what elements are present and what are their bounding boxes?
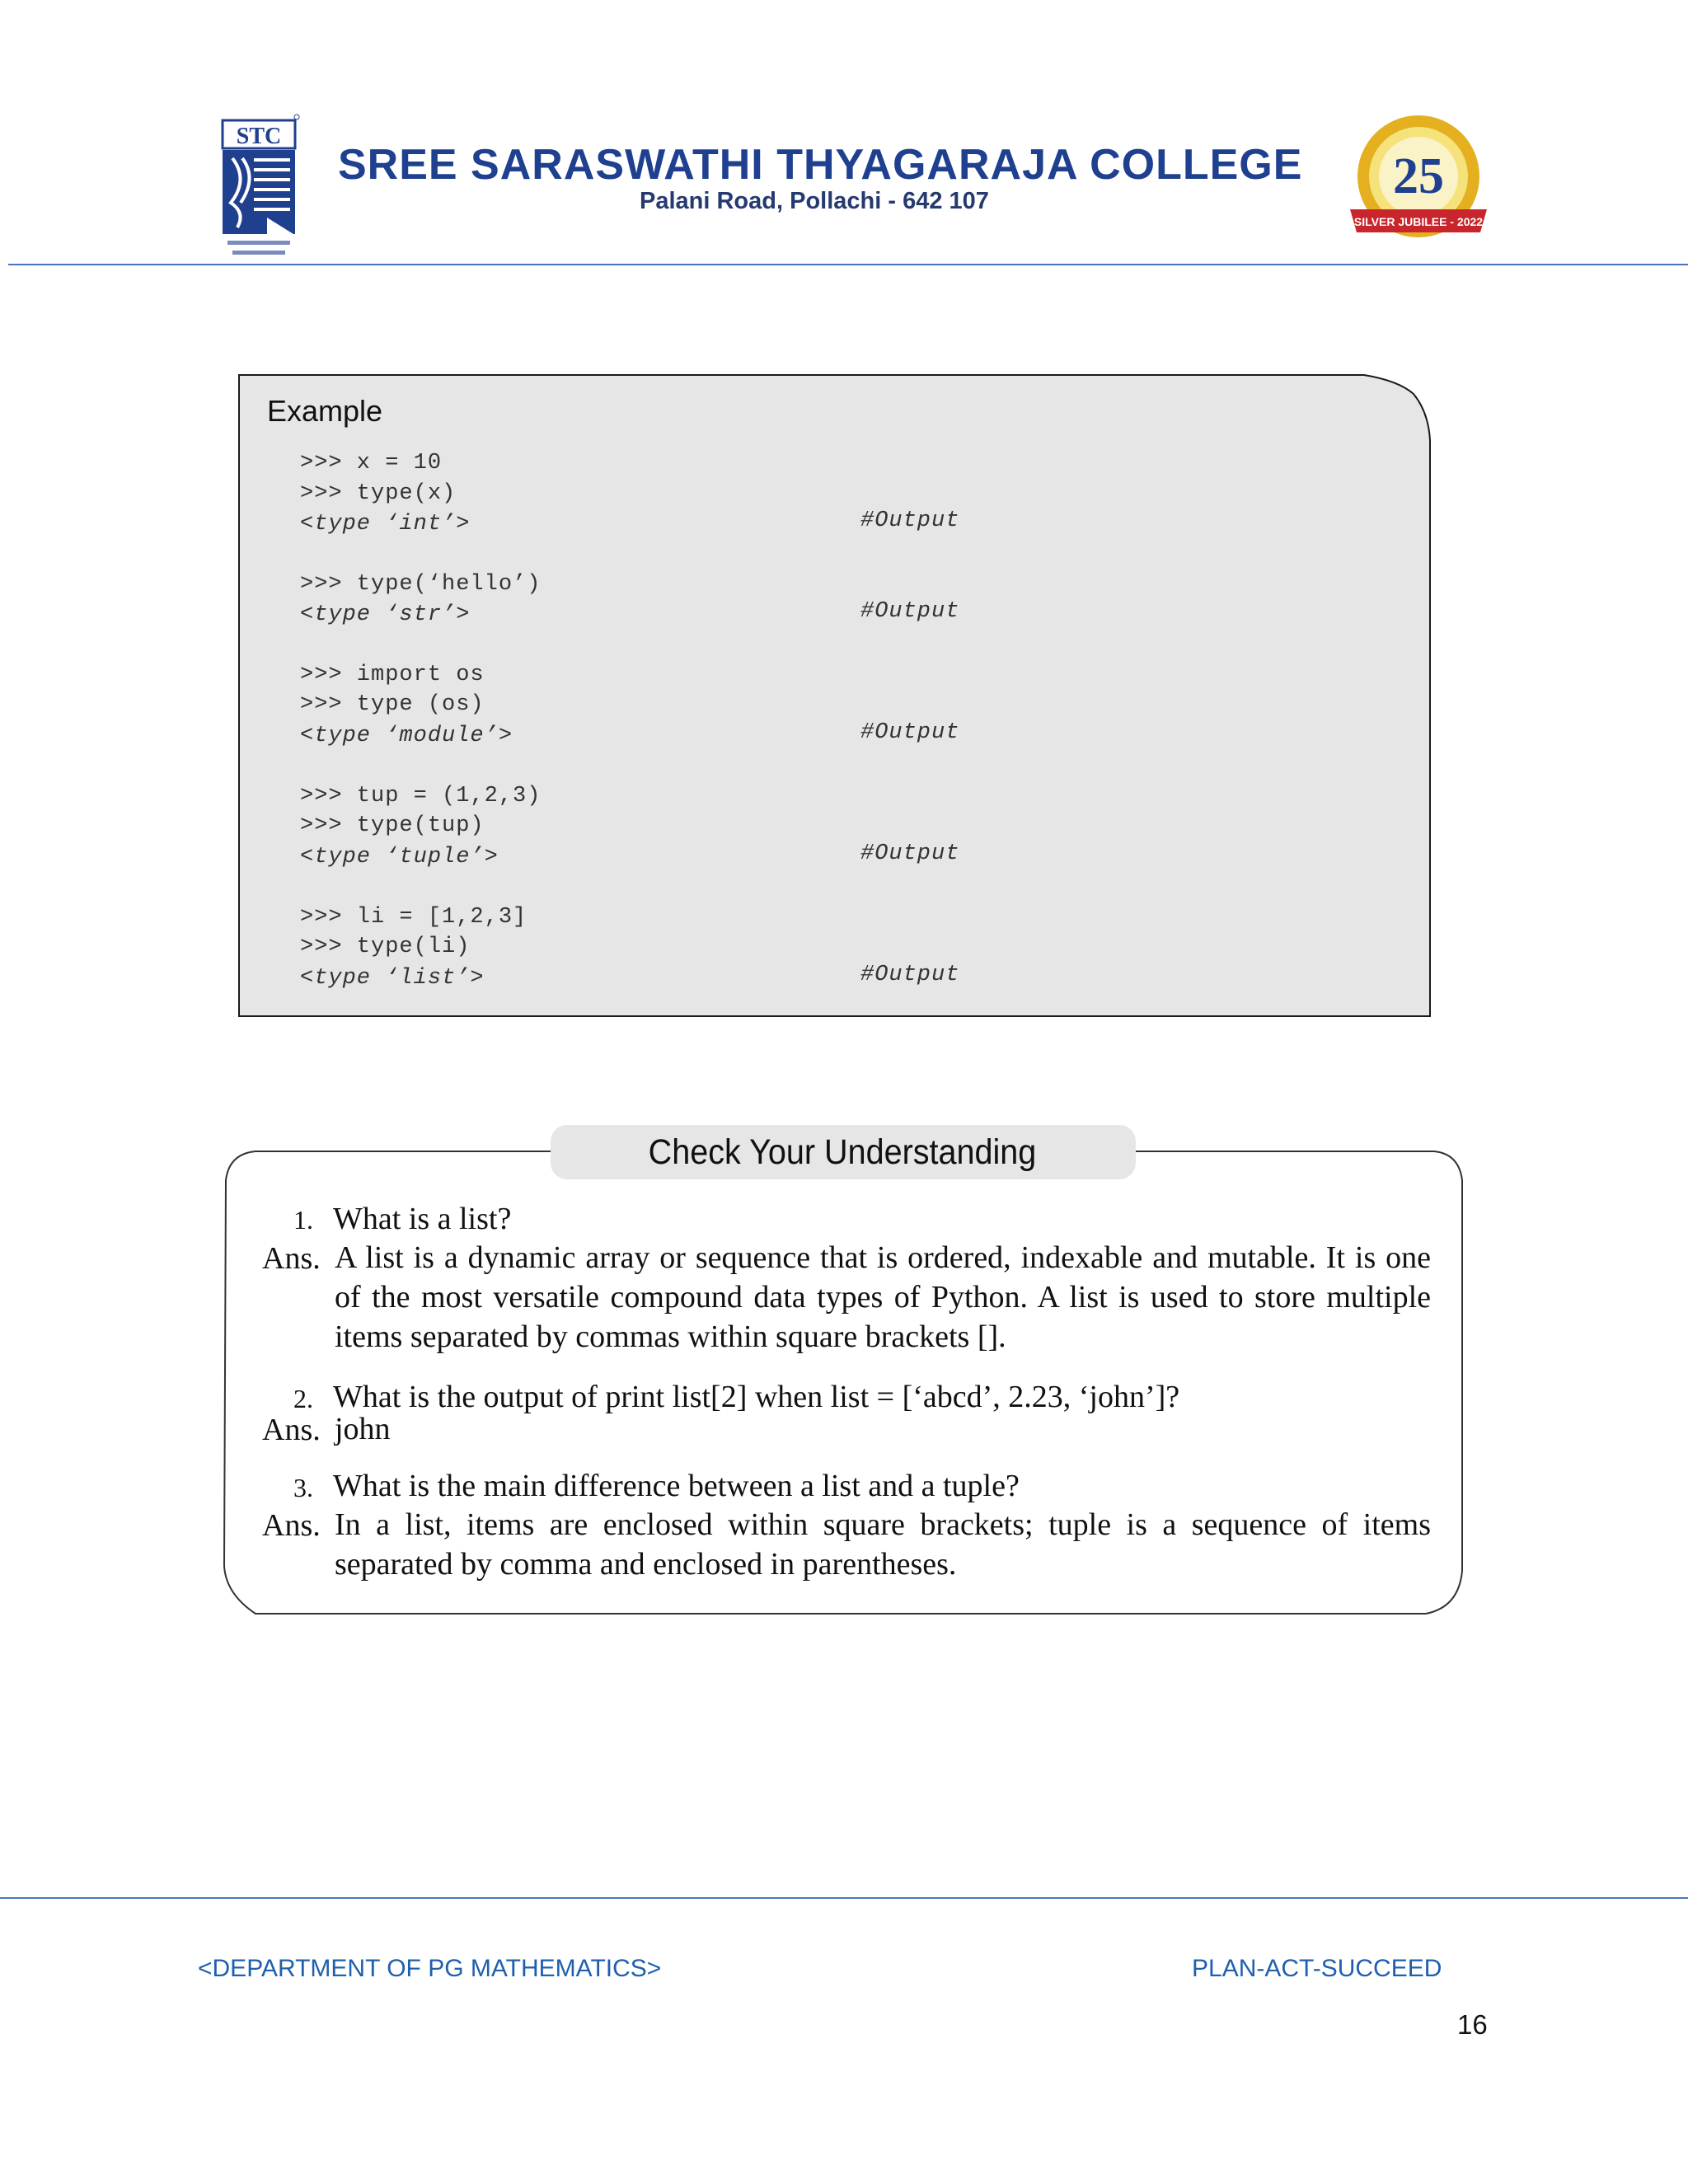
- code-line: >>> import os: [300, 663, 485, 687]
- question-number: 2.: [293, 1384, 313, 1413]
- answer-label: Ans.: [262, 1508, 321, 1543]
- code-line: >>> li = [1,2,3]: [300, 905, 528, 930]
- code-line: >>> type (os): [300, 692, 485, 717]
- jubilee-number: 25: [1393, 148, 1444, 204]
- code-output: <type ‘tuple’>: [300, 845, 499, 869]
- code-line: >>> x = 10: [300, 451, 443, 476]
- silver-jubilee-emblem: [1343, 112, 1493, 252]
- jubilee-text: SILVER JUBILEE - 2022: [1353, 215, 1484, 228]
- college-logo-left: [221, 114, 300, 262]
- output-comment: #Output: [860, 599, 960, 624]
- question-text: What is a list?: [333, 1202, 512, 1236]
- answer-text: A list is a dynamic array or sequence that is ordered, indexable and mutable. It is one of the most versatile compound data types of Python. A list is used to store multiple items separated by commas within square brackets [].: [335, 1240, 1431, 1354]
- check-understanding-title: Check Your Understanding: [648, 1132, 1037, 1172]
- answer-text: In a list, items are enclosed within square brackets; tuple is a sequence of items separated by comma and enclosed in parentheses.: [335, 1507, 1431, 1582]
- output-comment: #Output: [860, 841, 960, 866]
- code-output: <type ‘str’>: [300, 602, 471, 627]
- header-divider: [8, 264, 1688, 265]
- code-line: >>> type(li): [300, 935, 471, 959]
- example-title: Example: [267, 394, 383, 428]
- question-text: What is the output of print list[2] when list = [‘abcd’, 2.23, ‘john’]?: [333, 1380, 1180, 1414]
- code-line: >>> tup = (1,2,3): [300, 784, 542, 808]
- college-name: SREE SARASWATHI THYAGARAJA COLLEGE: [338, 141, 1303, 189]
- output-comment: #Output: [860, 720, 960, 745]
- footer-divider: [0, 1897, 1688, 1899]
- answer-label: Ans.: [262, 1241, 321, 1276]
- college-address: Palani Road, Pollachi - 642 107: [640, 188, 989, 214]
- footer-department: <DEPARTMENT OF PG MATHEMATICS>: [198, 1955, 662, 1982]
- logo-left-text: STC: [236, 124, 282, 149]
- code-line: >>> type(x): [300, 481, 457, 506]
- page-number: 16: [1457, 2009, 1488, 2040]
- code-output: <type ‘int’>: [300, 512, 471, 537]
- answer-label: Ans.: [262, 1413, 321, 1447]
- question-number: 3.: [293, 1473, 313, 1502]
- code-line: >>> type(tup): [300, 813, 485, 838]
- footer-motto: PLAN-ACT-SUCCEED: [1192, 1955, 1442, 1982]
- answer-text: john: [335, 1412, 391, 1446]
- question-number: 1.: [293, 1205, 313, 1235]
- code-output: <type ‘module’>: [300, 724, 513, 748]
- question-text: What is the main difference between a list and a tuple?: [333, 1469, 1020, 1503]
- code-output: <type ‘list’>: [300, 966, 485, 991]
- output-comment: #Output: [860, 963, 960, 987]
- output-comment: #Output: [860, 509, 960, 533]
- code-line: >>> type(‘hello’): [300, 572, 542, 597]
